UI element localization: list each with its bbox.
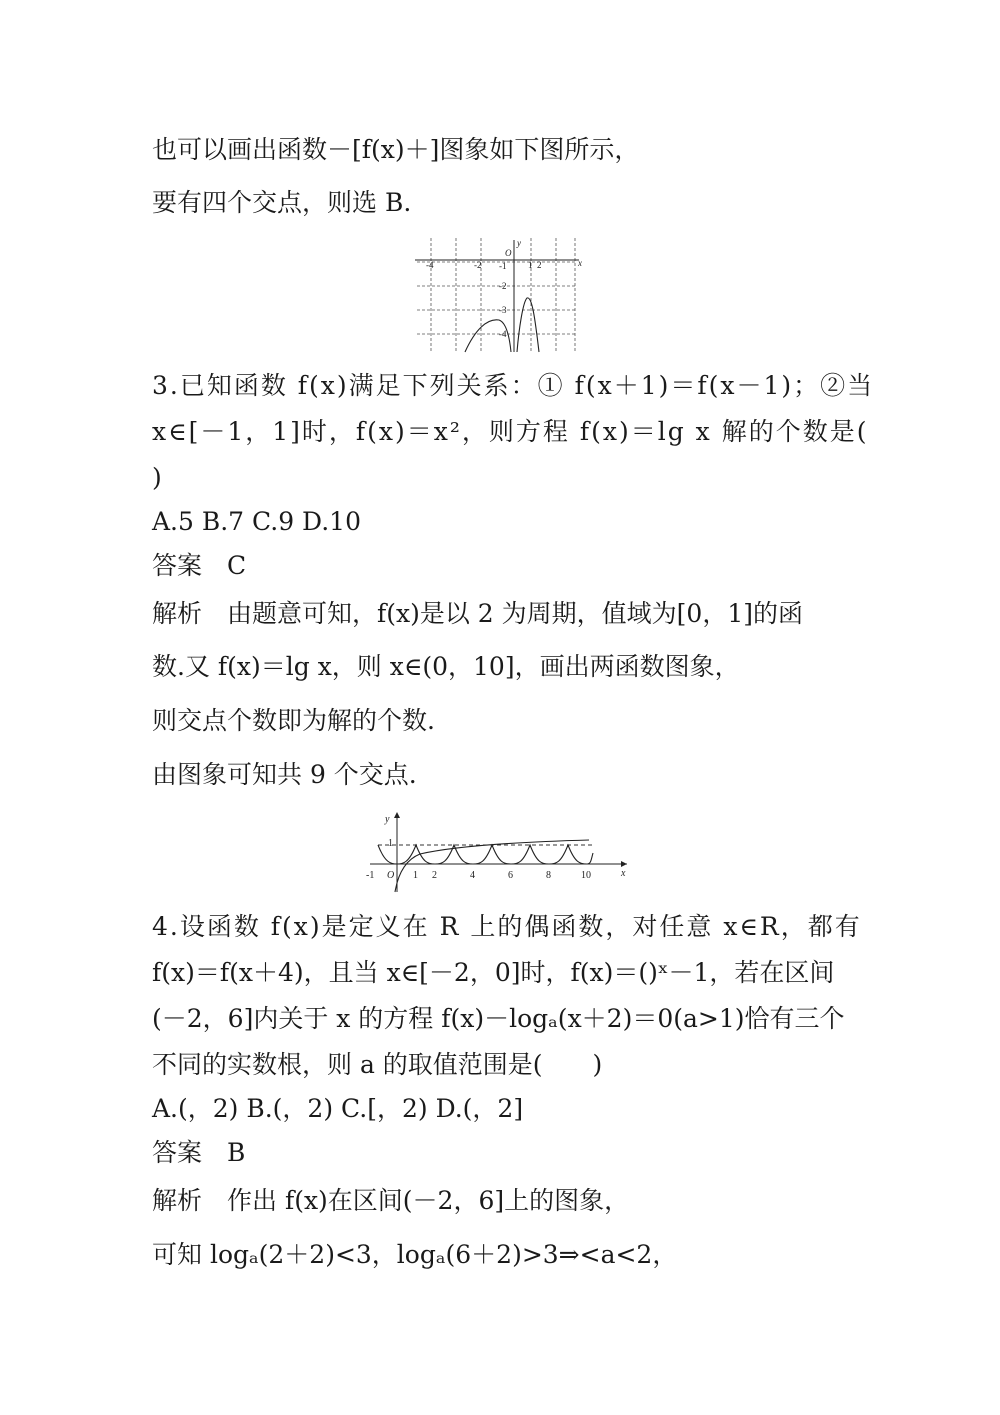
figure-1-origin: O [505,248,512,258]
figure-1-y-tick: -3 [499,305,507,315]
q4-stem-line-4: 不同的实数根，则 a 的取值范围是( ) [152,1050,603,1079]
q3-stem-line-2: x∈[－1，1]时，f(x)＝x²，则方程 f(x)＝lg x 解的个数是( [152,417,869,446]
figure-2-origin: O [387,870,395,881]
q4-stem-line-3: (－2，6]内关于 x 的方程 f(x)－logₐ(x＋2)＝0(a>1)恰有三个 [152,1004,845,1033]
figure-2-y-tick: 1 [388,838,393,849]
q4-stem-line-1: 4.设函数 f(x)是定义在 R 上的偶函数，对任意 x∈R，都有 [152,912,862,941]
figure-2-log-curve [395,840,589,892]
q3-analysis-3: 则交点个数即为解的个数. [152,706,435,735]
figure-2-x-tick: 6 [508,870,513,881]
q3-options: A.5 B.7 C.9 D.10 [152,507,361,536]
figure-1-y-label: y [517,238,521,248]
q3-stem-line-3: ) [152,463,162,492]
figure-1-y-tick: -4 [499,329,507,339]
q3-analysis-1: 解析 由题意可知，f(x)是以 2 为周期，值域为[0，1]的函 [152,599,803,628]
q4-stem-line-2: f(x)＝f(x＋4)，且当 x∈[－2，0]时，f(x)＝()ˣ－1，若在区间 [152,958,835,987]
q4-analysis-1: 解析 作出 f(x)在区间(－2，6]上的图象， [152,1186,630,1215]
figure-1-y-tick: -1 [499,261,507,271]
figure-1-curve-right [517,298,539,352]
q3-answer: 答案 C [152,551,247,580]
section2-line-1: 也可以画出函数－[f(x)＋]图象如下图所示， [152,135,640,164]
figure-2-periodic-curve [378,845,593,864]
figure-2-graph [365,808,637,894]
figure-1-y-tick: -2 [499,281,507,291]
figure-2-x-tick: 8 [546,870,551,881]
q4-analysis-2: 可知 logₐ(2＋2)<3，logₐ(6＋2)>3⇒<a<2， [152,1240,678,1269]
q4-options: A.(，2) B.(，2) C.[，2) D.(，2] [152,1094,524,1123]
figure-2-x-tick: -1 [366,870,375,881]
figure-2-y-label: y [385,814,390,825]
figure-2-x-arrow [621,861,627,867]
section2-line-2: 要有四个交点，则选 B. [152,188,412,217]
q3-stem-line-1: 3.已知函数 f(x)满足下列关系：① f(x＋1)＝f(x－1)；②当 [152,371,875,400]
q3-analysis-2: 数.又 f(x)＝lg x，则 x∈(0，10]，画出两函数图象， [152,652,740,681]
figure-2-x-tick: 2 [432,870,437,881]
figure-2-x-label: x [621,868,626,879]
figure-2-x-tick: 10 [581,870,591,881]
figure-1-x-tick: 2 [537,260,542,270]
q4-answer: 答案 B [152,1138,246,1167]
figure-1-x-tick: -2 [474,260,482,270]
figure-2-y-arrow [394,812,400,818]
figure-2-x-tick: 4 [470,870,475,881]
figure-1-grid [417,238,577,352]
figure-1-x-tick: 1 [528,260,533,270]
figure-1-x-tick: -4 [426,260,434,270]
figure-1-graph [415,238,585,354]
q3-analysis-4: 由图象可知共 9 个交点. [152,760,417,789]
figure-2-x-tick: 1 [413,870,418,881]
figure-1-x-label: x [578,258,582,268]
